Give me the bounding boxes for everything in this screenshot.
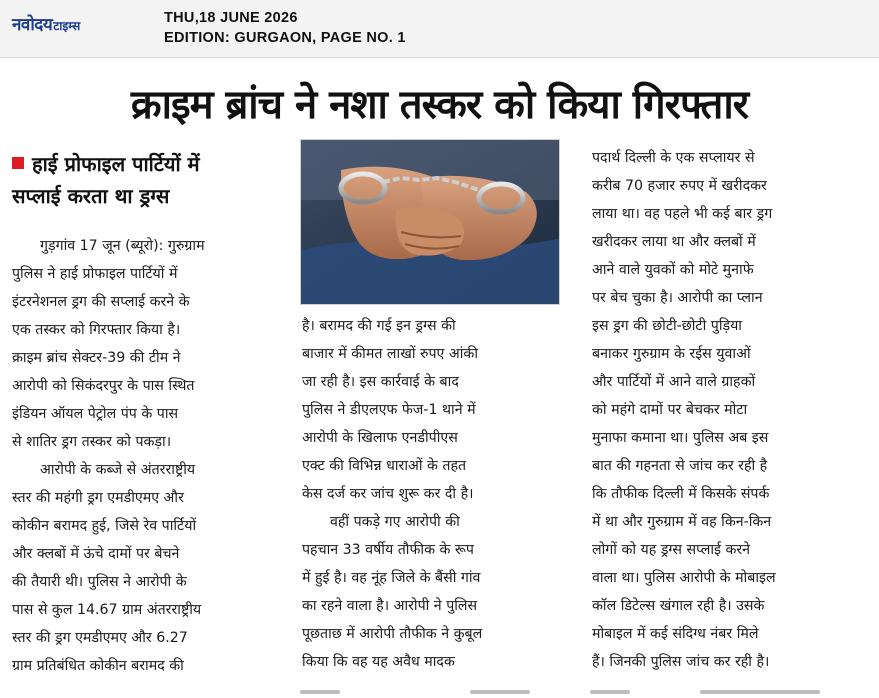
subhead-line: सप्लाई करता था ड्रग्स [12,184,170,208]
text-line: वाला था। पुलिस आरोपी के मोबाइल [592,570,776,586]
handcuffed-hands-photo [300,139,560,305]
text-line: कि तौफीक दिल्ली में किसके संपर्क [592,486,770,502]
text-line: पूछताछ में आरोपी तौफीक ने कुबूल [302,626,483,642]
logo-main-text: नवोदय [12,15,53,35]
text-line: बनाकर गुरुग्राम के रईस युवाओं [592,346,751,362]
article-column-2 [302,312,562,676]
text-line: पुलिस ने हाई प्रोफाइल पार्टियों में [12,266,178,282]
text-line: का रहने वाला है। आरोपी ने पुलिस [302,598,478,614]
text-line: आरोपी के कब्जे से अंतरराष्ट्रीय [40,462,196,478]
text-line: आरोपी के खिलाफ एनडीपीएस [302,430,458,446]
cutoff-fragment [590,690,630,694]
text-line: की तैयारी थी। पुलिस ने आरोपी के [12,574,187,590]
text-line: स्तर की ड्रग एमडीएमए और 6.27 [12,630,188,646]
article-headline: क्राइम ब्रांच ने नशा तस्कर को किया गिरफ्तार [130,82,749,128]
next-article-cutoff [0,684,879,698]
text-line: और पार्टियों में आने वाले ग्राहकों [592,374,756,390]
text-line: इंटरनेशनल ड्रग की सप्लाई करने के [12,294,190,310]
edition-info [164,8,406,48]
text-line: कॉल डिटेल्स खंगाल रही है। उसके [592,598,765,614]
text-line: आने वाले युवकों को मोटे मुनाफे [592,262,754,278]
text-line: बात की गहनता से जांच कर रही है [592,458,768,474]
edition-page: EDITION: GURGAON, PAGE NO. 1 [164,30,406,46]
text-line: पास से कुल 14.67 ग्राम अंतरराष्ट्रीय [12,602,202,618]
text-line: गुड़गांव 17 जून (ब्यूरो): गुरुग्राम [40,238,205,254]
article-subheadline [12,148,297,212]
article-column-3 [592,144,854,676]
text-line: लाया था। वह पहले भी कई बार ड्रग [592,206,773,222]
text-line: करीब 70 हजार रुपए में खरीदकर [592,178,767,194]
text-line: पदार्थ दिल्ली के एक सप्लायर से [592,150,755,166]
text-line: और क्लबों में ऊंचे दामों पर बेचने [12,546,180,562]
text-line: जा रही है। इस कार्रवाई के बाद [302,374,459,390]
text-line: पहचान 33 वर्षीय तौफीक के रूप [302,542,474,558]
cutoff-fragment [700,690,820,694]
text-line: इस ड्रग की छोटी-छोटी पुड़िया [592,318,742,334]
text-line: मोबाइल में कई संदिग्ध नंबर मिले [592,626,759,642]
logo-sub-text: टाइम्स [53,19,81,33]
newspaper-logo[interactable] [12,12,81,35]
text-line: मुनाफा कमाना था। पुलिस अब इस [592,430,769,446]
text-line: स्तर की महंगी ड्रग एमडीएमए और [12,490,184,506]
text-line: एक्ट की विभिन्न धाराओं के तहत [302,458,467,474]
photo-illustration [301,140,560,305]
text-line: वहीं पकड़े गए आरोपी की [330,514,460,530]
subhead-line [12,148,297,180]
epaper-header [0,0,879,58]
text-line: पुलिस ने डीएलएफ फेज-1 थाने में [302,402,476,418]
text-line: पर बेच चुका है। आरोपी का प्लान [592,290,763,306]
text-line: आरोपी को सिकंदरपुर के पास स्थित [12,378,195,394]
red-square-bullet-icon [12,157,24,169]
text-line: बाजार में कीमत लाखों रुपए आंकी [302,346,478,362]
text-line: को महंगे दामों पर बेचकर मोटा [592,402,748,418]
issue-date: THU,18 JUNE 2026 [164,10,298,26]
text-line: केस दर्ज कर जांच शुरू कर दी है। [302,486,474,502]
subhead-text: हाई प्रोफाइल पार्टियों में [32,152,200,176]
text-line: है। बरामद की गई इन ड्रग्स की [302,318,456,334]
cutoff-fragment [300,690,340,694]
text-line: हैं। जिनकी पुलिस जांच कर रही है। [592,654,770,670]
text-line: किया कि वह यह अवैध मादक [302,654,455,670]
text-line: क्राइम ब्रांच सेक्टर-39 की टीम ने [12,350,181,366]
cutoff-fragment [470,690,530,694]
text-line: एक तस्कर को गिरफ्तार किया है। [12,322,181,338]
text-line: खरीदकर लाया था और क्लबों में [592,234,756,250]
text-line: ग्राम प्रतिबंधित कोकीन बरामद की [12,658,184,674]
text-line: से शातिर ड्रग तस्कर को पकड़ा। [12,434,172,450]
text-line: लोगों को यह ड्रग्स सप्लाई करने [592,542,751,558]
text-line: में था और गुरुग्राम में वह किन-किन [592,514,772,530]
article-column-1 [12,232,297,680]
text-line: कोकीन बरामद हुई, जिसे रेव पार्टियों [12,518,197,534]
text-line: इंडियन ऑयल पेट्रोल पंप के पास [12,406,179,422]
text-line: में हुई है। वह नूंह जिले के बैंसी गांव [302,570,481,586]
